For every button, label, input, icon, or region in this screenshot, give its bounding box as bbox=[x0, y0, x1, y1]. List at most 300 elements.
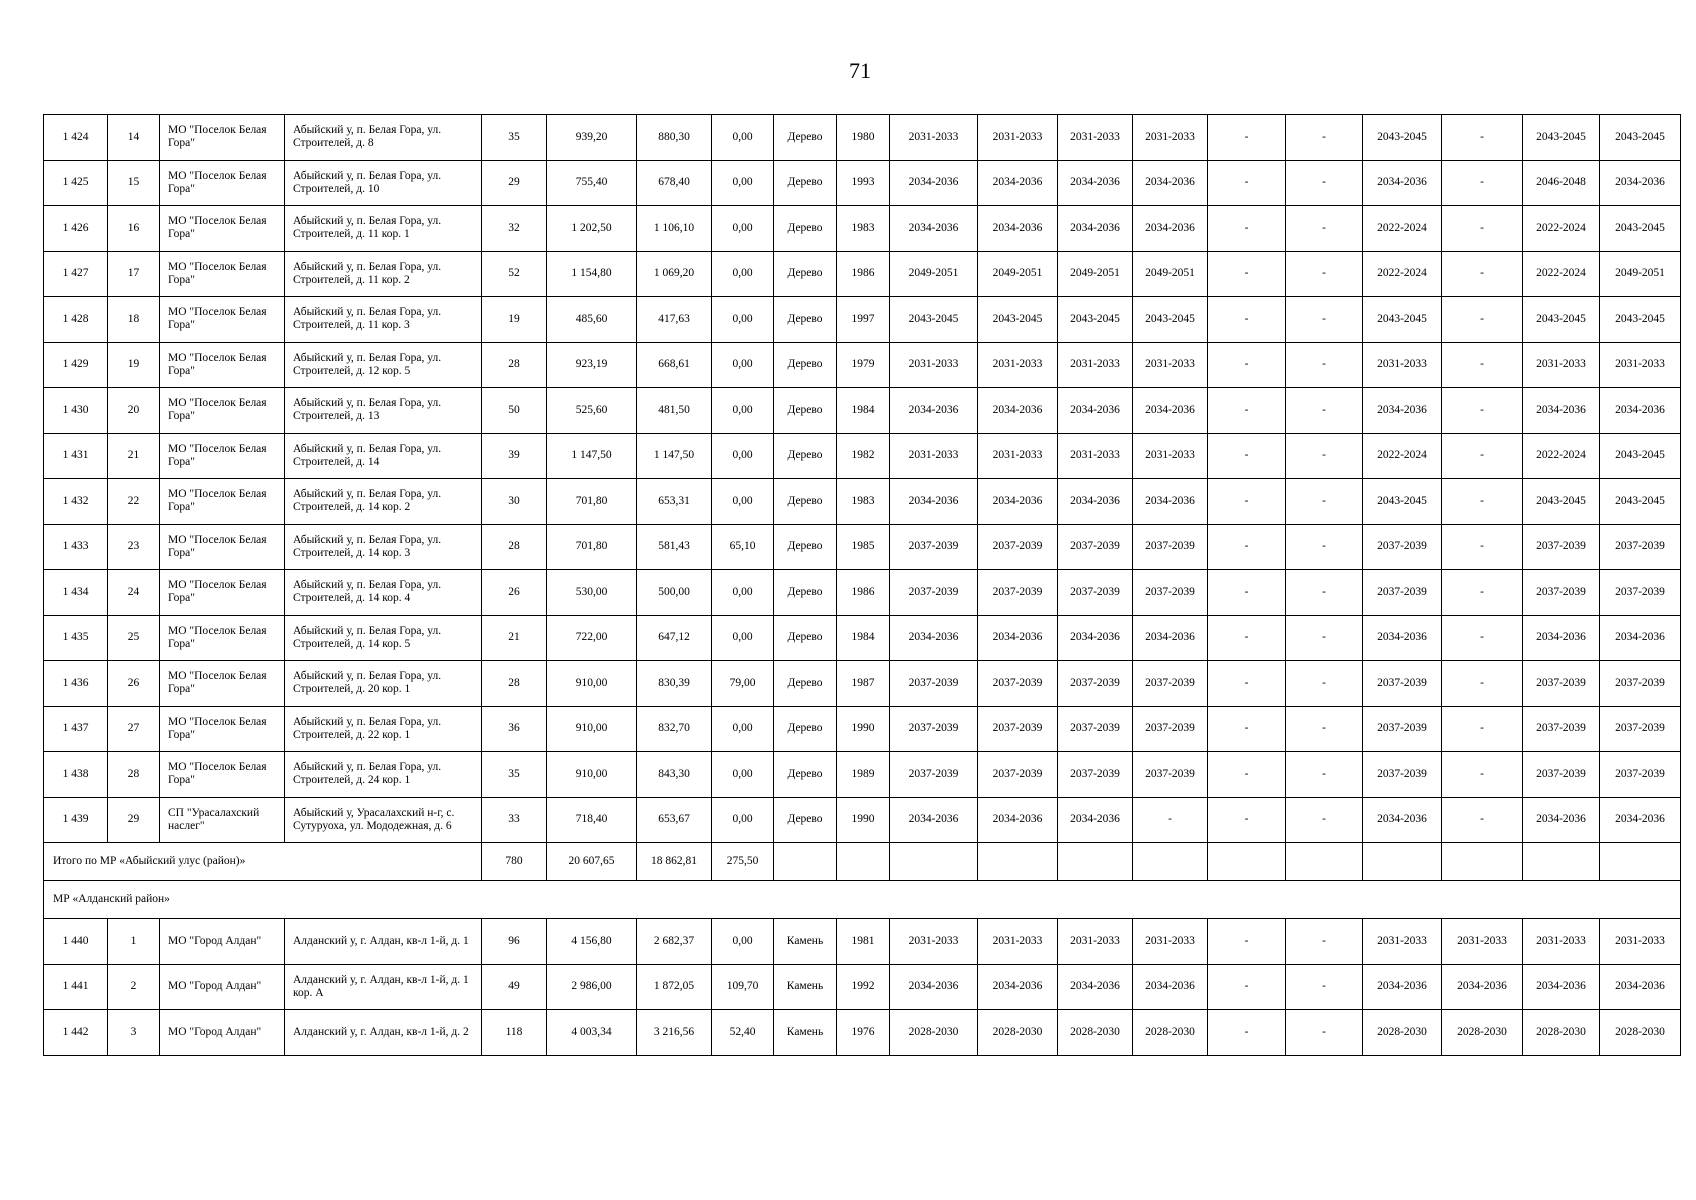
living-area-cell: 843,30 bbox=[637, 752, 712, 798]
period-9-cell: 2037-2039 bbox=[1523, 524, 1600, 570]
period-4-cell: 2037-2039 bbox=[1133, 752, 1208, 798]
residents-count-cell: 28 bbox=[482, 342, 547, 388]
nonresidential-area-cell: 0,00 bbox=[712, 752, 774, 798]
residents-count-cell: 96 bbox=[482, 919, 547, 965]
period-7-cell: 2022-2024 bbox=[1363, 433, 1442, 479]
period-7-cell: 2034-2036 bbox=[1363, 388, 1442, 434]
residents-count-cell: 29 bbox=[482, 160, 547, 206]
build-year-cell: 1984 bbox=[837, 388, 890, 434]
address-cell: Абыйский у, п. Белая Гора, ул. Строителей, д. 10 bbox=[285, 160, 482, 206]
period-1-cell: 2037-2039 bbox=[890, 570, 978, 616]
record-number-cell: 1 442 bbox=[44, 1010, 108, 1056]
municipality-cell: МО "Поселок Белая Гора" bbox=[160, 570, 285, 616]
period-2-cell: 2034-2036 bbox=[978, 479, 1058, 525]
record-number-cell: 1 427 bbox=[44, 251, 108, 297]
record-number-cell: 1 435 bbox=[44, 615, 108, 661]
period-10-cell: 2049-2051 bbox=[1600, 251, 1681, 297]
empty-cell bbox=[890, 843, 978, 881]
period-3-cell: 2034-2036 bbox=[1058, 160, 1133, 206]
period-2-cell: 2037-2039 bbox=[978, 752, 1058, 798]
table-row bbox=[44, 570, 1681, 616]
period-6-cell: - bbox=[1286, 615, 1363, 661]
record-number-cell: 1 440 bbox=[44, 919, 108, 965]
period-5-cell: - bbox=[1208, 433, 1286, 479]
address-cell: Абыйский у, п. Белая Гора, ул. Строителей, д. 24 кор. 1 bbox=[285, 752, 482, 798]
period-1-cell: 2037-2039 bbox=[890, 661, 978, 707]
period-3-cell: 2037-2039 bbox=[1058, 570, 1133, 616]
nonresidential-area-cell: 79,00 bbox=[712, 661, 774, 707]
municipality-cell: МО "Поселок Белая Гора" bbox=[160, 524, 285, 570]
period-2-cell: 2034-2036 bbox=[978, 388, 1058, 434]
housing-table bbox=[43, 114, 1681, 1056]
record-number-cell: 1 425 bbox=[44, 160, 108, 206]
nonresidential-area-cell: 0,00 bbox=[712, 297, 774, 343]
period-9-cell: 2043-2045 bbox=[1523, 479, 1600, 525]
period-10-cell: 2037-2039 bbox=[1600, 706, 1681, 752]
period-3-cell: 2034-2036 bbox=[1058, 797, 1133, 843]
empty-cell bbox=[1133, 843, 1208, 881]
empty-cell bbox=[1208, 843, 1286, 881]
wall-material-cell: Дерево bbox=[774, 570, 837, 616]
build-year-cell: 1987 bbox=[837, 661, 890, 707]
record-number-cell: 1 429 bbox=[44, 342, 108, 388]
empty-cell bbox=[1363, 843, 1442, 881]
total-area-cell: 718,40 bbox=[547, 797, 637, 843]
record-number-cell: 1 428 bbox=[44, 297, 108, 343]
period-1-cell: 2031-2033 bbox=[890, 342, 978, 388]
period-9-cell: 2031-2033 bbox=[1523, 919, 1600, 965]
period-8-cell: - bbox=[1442, 342, 1523, 388]
period-4-cell: 2031-2033 bbox=[1133, 919, 1208, 965]
municipality-cell: МО "Поселок Белая Гора" bbox=[160, 433, 285, 479]
period-5-cell: - bbox=[1208, 919, 1286, 965]
period-7-cell: 2043-2045 bbox=[1363, 479, 1442, 525]
period-5-cell: - bbox=[1208, 1010, 1286, 1056]
period-9-cell: 2031-2033 bbox=[1523, 342, 1600, 388]
period-4-cell: 2034-2036 bbox=[1133, 206, 1208, 252]
total-area-cell: 755,40 bbox=[547, 160, 637, 206]
period-1-cell: 2034-2036 bbox=[890, 964, 978, 1010]
wall-material-cell: Дерево bbox=[774, 661, 837, 707]
period-1-cell: 2034-2036 bbox=[890, 479, 978, 525]
period-1-cell: 2031-2033 bbox=[890, 919, 978, 965]
table-row bbox=[44, 752, 1681, 798]
nonresidential-area-cell: 0,00 bbox=[712, 919, 774, 965]
period-2-cell: 2034-2036 bbox=[978, 615, 1058, 661]
period-7-cell: 2043-2045 bbox=[1363, 115, 1442, 161]
residents-count-cell: 28 bbox=[482, 524, 547, 570]
period-9-cell: 2034-2036 bbox=[1523, 388, 1600, 434]
nonresidential-area-cell: 0,00 bbox=[712, 251, 774, 297]
address-cell: Абыйский у, п. Белая Гора, ул. Строителей, д. 22 кор. 1 bbox=[285, 706, 482, 752]
build-year-cell: 1981 bbox=[837, 919, 890, 965]
period-3-cell: 2037-2039 bbox=[1058, 752, 1133, 798]
section-label: МР «Алданский район» bbox=[44, 881, 1681, 919]
period-10-cell: 2034-2036 bbox=[1600, 615, 1681, 661]
period-3-cell: 2034-2036 bbox=[1058, 615, 1133, 661]
local-index-cell: 19 bbox=[108, 342, 160, 388]
period-4-cell: 2037-2039 bbox=[1133, 706, 1208, 752]
period-9-cell: 2046-2048 bbox=[1523, 160, 1600, 206]
period-9-cell: 2037-2039 bbox=[1523, 661, 1600, 707]
period-1-cell: 2031-2033 bbox=[890, 433, 978, 479]
build-year-cell: 1989 bbox=[837, 752, 890, 798]
nonresidential-area-cell: 0,00 bbox=[712, 206, 774, 252]
table-row bbox=[44, 251, 1681, 297]
empty-cell bbox=[1058, 843, 1133, 881]
table-row bbox=[44, 706, 1681, 752]
period-7-cell: 2034-2036 bbox=[1363, 615, 1442, 661]
local-index-cell: 2 bbox=[108, 964, 160, 1010]
period-3-cell: 2034-2036 bbox=[1058, 964, 1133, 1010]
residents-count-cell: 28 bbox=[482, 661, 547, 707]
living-area-cell: 678,40 bbox=[637, 160, 712, 206]
living-area-cell: 1 147,50 bbox=[637, 433, 712, 479]
period-6-cell: - bbox=[1286, 706, 1363, 752]
period-10-cell: 2037-2039 bbox=[1600, 524, 1681, 570]
period-6-cell: - bbox=[1286, 479, 1363, 525]
period-10-cell: 2031-2033 bbox=[1600, 342, 1681, 388]
nonresidential-area-cell: 0,00 bbox=[712, 388, 774, 434]
period-8-cell: - bbox=[1442, 797, 1523, 843]
address-cell: Абыйский у, п. Белая Гора, ул. Строителей, д. 13 bbox=[285, 388, 482, 434]
total-c8: 275,50 bbox=[712, 843, 774, 881]
period-10-cell: 2043-2045 bbox=[1600, 206, 1681, 252]
period-6-cell: - bbox=[1286, 661, 1363, 707]
record-number-cell: 1 432 bbox=[44, 479, 108, 525]
table-row bbox=[44, 115, 1681, 161]
period-9-cell: 2043-2045 bbox=[1523, 297, 1600, 343]
period-4-cell: 2043-2045 bbox=[1133, 297, 1208, 343]
period-6-cell: - bbox=[1286, 206, 1363, 252]
period-8-cell: 2031-2033 bbox=[1442, 919, 1523, 965]
living-area-cell: 2 682,37 bbox=[637, 919, 712, 965]
period-2-cell: 2043-2045 bbox=[978, 297, 1058, 343]
total-label: Итого по МР «Абыйский улус (район)» bbox=[44, 843, 482, 881]
municipality-cell: МО "Город Алдан" bbox=[160, 1010, 285, 1056]
residents-count-cell: 35 bbox=[482, 115, 547, 161]
nonresidential-area-cell: 0,00 bbox=[712, 615, 774, 661]
period-1-cell: 2037-2039 bbox=[890, 524, 978, 570]
nonresidential-area-cell: 0,00 bbox=[712, 797, 774, 843]
municipality-cell: МО "Поселок Белая Гора" bbox=[160, 297, 285, 343]
period-8-cell: - bbox=[1442, 433, 1523, 479]
period-9-cell: 2034-2036 bbox=[1523, 615, 1600, 661]
period-6-cell: - bbox=[1286, 964, 1363, 1010]
living-area-cell: 417,63 bbox=[637, 297, 712, 343]
period-1-cell: 2028-2030 bbox=[890, 1010, 978, 1056]
period-3-cell: 2031-2033 bbox=[1058, 919, 1133, 965]
wall-material-cell: Дерево bbox=[774, 615, 837, 661]
period-6-cell: - bbox=[1286, 797, 1363, 843]
residents-count-cell: 21 bbox=[482, 615, 547, 661]
total-area-cell: 910,00 bbox=[547, 661, 637, 707]
municipality-cell: МО "Поселок Белая Гора" bbox=[160, 115, 285, 161]
period-8-cell: 2034-2036 bbox=[1442, 964, 1523, 1010]
period-4-cell: 2034-2036 bbox=[1133, 160, 1208, 206]
address-cell: Абыйский у, п. Белая Гора, ул. Строителей, д. 12 кор. 5 bbox=[285, 342, 482, 388]
period-8-cell: - bbox=[1442, 752, 1523, 798]
period-7-cell: 2034-2036 bbox=[1363, 797, 1442, 843]
period-4-cell: 2034-2036 bbox=[1133, 388, 1208, 434]
address-cell: Абыйский у, п. Белая Гора, ул. Строителей, д. 14 кор. 2 bbox=[285, 479, 482, 525]
period-1-cell: 2049-2051 bbox=[890, 251, 978, 297]
residents-count-cell: 49 bbox=[482, 964, 547, 1010]
total-area-cell: 525,60 bbox=[547, 388, 637, 434]
period-3-cell: 2034-2036 bbox=[1058, 206, 1133, 252]
period-3-cell: 2031-2033 bbox=[1058, 115, 1133, 161]
living-area-cell: 3 216,56 bbox=[637, 1010, 712, 1056]
table-row bbox=[44, 797, 1681, 843]
period-10-cell: 2037-2039 bbox=[1600, 661, 1681, 707]
period-3-cell: 2034-2036 bbox=[1058, 479, 1133, 525]
total-area-cell: 1 154,80 bbox=[547, 251, 637, 297]
period-7-cell: 2031-2033 bbox=[1363, 919, 1442, 965]
period-1-cell: 2037-2039 bbox=[890, 706, 978, 752]
local-index-cell: 21 bbox=[108, 433, 160, 479]
period-9-cell: 2028-2030 bbox=[1523, 1010, 1600, 1056]
local-index-cell: 15 bbox=[108, 160, 160, 206]
period-3-cell: 2031-2033 bbox=[1058, 342, 1133, 388]
local-index-cell: 22 bbox=[108, 479, 160, 525]
period-9-cell: 2022-2024 bbox=[1523, 206, 1600, 252]
living-area-cell: 1 106,10 bbox=[637, 206, 712, 252]
period-5-cell: - bbox=[1208, 615, 1286, 661]
address-cell: Абыйский у, п. Белая Гора, ул. Строителей, д. 8 bbox=[285, 115, 482, 161]
record-number-cell: 1 426 bbox=[44, 206, 108, 252]
period-6-cell: - bbox=[1286, 160, 1363, 206]
period-7-cell: 2034-2036 bbox=[1363, 160, 1442, 206]
total-area-cell: 1 202,50 bbox=[547, 206, 637, 252]
local-index-cell: 29 bbox=[108, 797, 160, 843]
wall-material-cell: Дерево bbox=[774, 342, 837, 388]
period-2-cell: 2049-2051 bbox=[978, 251, 1058, 297]
period-10-cell: 2034-2036 bbox=[1600, 160, 1681, 206]
local-index-cell: 26 bbox=[108, 661, 160, 707]
local-index-cell: 17 bbox=[108, 251, 160, 297]
period-3-cell: 2031-2033 bbox=[1058, 433, 1133, 479]
period-3-cell: 2049-2051 bbox=[1058, 251, 1133, 297]
municipality-cell: МО "Поселок Белая Гора" bbox=[160, 615, 285, 661]
build-year-cell: 1986 bbox=[837, 570, 890, 616]
wall-material-cell: Дерево bbox=[774, 160, 837, 206]
period-2-cell: 2031-2033 bbox=[978, 342, 1058, 388]
living-area-cell: 668,61 bbox=[637, 342, 712, 388]
record-number-cell: 1 431 bbox=[44, 433, 108, 479]
period-6-cell: - bbox=[1286, 524, 1363, 570]
nonresidential-area-cell: 0,00 bbox=[712, 433, 774, 479]
address-cell: Абыйский у, п. Белая Гора, ул. Строителей, д. 14 кор. 5 bbox=[285, 615, 482, 661]
address-cell: Абыйский у, п. Белая Гора, ул. Строителей, д. 14 bbox=[285, 433, 482, 479]
total-area-cell: 4 156,80 bbox=[547, 919, 637, 965]
period-3-cell: 2037-2039 bbox=[1058, 661, 1133, 707]
total-c5: 780 bbox=[482, 843, 547, 881]
address-cell: Алданский у, г. Алдан, кв-л 1-й, д. 2 bbox=[285, 1010, 482, 1056]
record-number-cell: 1 439 bbox=[44, 797, 108, 843]
period-2-cell: 2034-2036 bbox=[978, 797, 1058, 843]
page-number: 71 bbox=[849, 58, 871, 83]
period-7-cell: 2034-2036 bbox=[1363, 964, 1442, 1010]
wall-material-cell: Дерево bbox=[774, 797, 837, 843]
address-cell: Абыйский у, п. Белая Гора, ул. Строителей, д. 11 кор. 3 bbox=[285, 297, 482, 343]
record-number-cell: 1 434 bbox=[44, 570, 108, 616]
period-9-cell: 2022-2024 bbox=[1523, 433, 1600, 479]
period-10-cell: 2034-2036 bbox=[1600, 388, 1681, 434]
local-index-cell: 20 bbox=[108, 388, 160, 434]
wall-material-cell: Дерево bbox=[774, 388, 837, 434]
table-row bbox=[44, 964, 1681, 1010]
period-8-cell: 2028-2030 bbox=[1442, 1010, 1523, 1056]
record-number-cell: 1 437 bbox=[44, 706, 108, 752]
nonresidential-area-cell: 0,00 bbox=[712, 115, 774, 161]
table-row bbox=[44, 433, 1681, 479]
period-10-cell: 2034-2036 bbox=[1600, 964, 1681, 1010]
table-row bbox=[44, 297, 1681, 343]
rows-aldan bbox=[44, 919, 1681, 1056]
total-area-cell: 939,20 bbox=[547, 115, 637, 161]
period-3-cell: 2043-2045 bbox=[1058, 297, 1133, 343]
build-year-cell: 1993 bbox=[837, 160, 890, 206]
period-4-cell: 2037-2039 bbox=[1133, 524, 1208, 570]
build-year-cell: 1984 bbox=[837, 615, 890, 661]
nonresidential-area-cell: 109,70 bbox=[712, 964, 774, 1010]
record-number-cell: 1 441 bbox=[44, 964, 108, 1010]
period-9-cell: 2043-2045 bbox=[1523, 115, 1600, 161]
local-index-cell: 24 bbox=[108, 570, 160, 616]
table-row bbox=[44, 524, 1681, 570]
wall-material-cell: Камень bbox=[774, 964, 837, 1010]
period-8-cell: - bbox=[1442, 388, 1523, 434]
living-area-cell: 500,00 bbox=[637, 570, 712, 616]
period-2-cell: 2037-2039 bbox=[978, 661, 1058, 707]
build-year-cell: 1992 bbox=[837, 964, 890, 1010]
residents-count-cell: 35 bbox=[482, 752, 547, 798]
period-3-cell: 2037-2039 bbox=[1058, 524, 1133, 570]
total-area-cell: 910,00 bbox=[547, 706, 637, 752]
period-5-cell: - bbox=[1208, 797, 1286, 843]
table-row bbox=[44, 661, 1681, 707]
living-area-cell: 1 069,20 bbox=[637, 251, 712, 297]
period-4-cell: 2037-2039 bbox=[1133, 570, 1208, 616]
period-4-cell: - bbox=[1133, 797, 1208, 843]
period-10-cell: 2037-2039 bbox=[1600, 752, 1681, 798]
living-area-cell: 880,30 bbox=[637, 115, 712, 161]
period-6-cell: - bbox=[1286, 1010, 1363, 1056]
period-5-cell: - bbox=[1208, 479, 1286, 525]
period-6-cell: - bbox=[1286, 388, 1363, 434]
period-8-cell: - bbox=[1442, 615, 1523, 661]
table-row bbox=[44, 615, 1681, 661]
local-index-cell: 14 bbox=[108, 115, 160, 161]
empty-cell bbox=[978, 843, 1058, 881]
municipality-cell: МО "Поселок Белая Гора" bbox=[160, 479, 285, 525]
nonresidential-area-cell: 0,00 bbox=[712, 706, 774, 752]
period-5-cell: - bbox=[1208, 964, 1286, 1010]
municipality-cell: МО "Поселок Белая Гора" bbox=[160, 752, 285, 798]
living-area-cell: 581,43 bbox=[637, 524, 712, 570]
empty-cell bbox=[774, 843, 837, 881]
period-1-cell: 2034-2036 bbox=[890, 797, 978, 843]
period-9-cell: 2037-2039 bbox=[1523, 752, 1600, 798]
residents-count-cell: 50 bbox=[482, 388, 547, 434]
wall-material-cell: Камень bbox=[774, 919, 837, 965]
period-6-cell: - bbox=[1286, 570, 1363, 616]
total-area-cell: 701,80 bbox=[547, 524, 637, 570]
period-5-cell: - bbox=[1208, 570, 1286, 616]
period-6-cell: - bbox=[1286, 115, 1363, 161]
nonresidential-area-cell: 0,00 bbox=[712, 342, 774, 388]
living-area-cell: 830,39 bbox=[637, 661, 712, 707]
rows-abyisky bbox=[44, 115, 1681, 843]
wall-material-cell: Дерево bbox=[774, 752, 837, 798]
period-7-cell: 2037-2039 bbox=[1363, 661, 1442, 707]
period-7-cell: 2043-2045 bbox=[1363, 297, 1442, 343]
period-4-cell: 2049-2051 bbox=[1133, 251, 1208, 297]
period-1-cell: 2034-2036 bbox=[890, 206, 978, 252]
municipality-cell: МО "Поселок Белая Гора" bbox=[160, 251, 285, 297]
period-1-cell: 2034-2036 bbox=[890, 388, 978, 434]
local-index-cell: 28 bbox=[108, 752, 160, 798]
local-index-cell: 25 bbox=[108, 615, 160, 661]
table-row bbox=[44, 388, 1681, 434]
period-5-cell: - bbox=[1208, 206, 1286, 252]
period-7-cell: 2031-2033 bbox=[1363, 342, 1442, 388]
empty-cell bbox=[837, 843, 890, 881]
period-1-cell: 2037-2039 bbox=[890, 752, 978, 798]
residents-count-cell: 19 bbox=[482, 297, 547, 343]
period-8-cell: - bbox=[1442, 661, 1523, 707]
period-5-cell: - bbox=[1208, 115, 1286, 161]
total-area-cell: 2 986,00 bbox=[547, 964, 637, 1010]
empty-cell bbox=[1286, 843, 1363, 881]
local-index-cell: 23 bbox=[108, 524, 160, 570]
period-5-cell: - bbox=[1208, 524, 1286, 570]
period-4-cell: 2028-2030 bbox=[1133, 1010, 1208, 1056]
local-index-cell: 18 bbox=[108, 297, 160, 343]
local-index-cell: 27 bbox=[108, 706, 160, 752]
build-year-cell: 1979 bbox=[837, 342, 890, 388]
period-5-cell: - bbox=[1208, 297, 1286, 343]
wall-material-cell: Дерево bbox=[774, 479, 837, 525]
total-area-cell: 910,00 bbox=[547, 752, 637, 798]
wall-material-cell: Дерево bbox=[774, 251, 837, 297]
municipality-cell: МО "Поселок Белая Гора" bbox=[160, 160, 285, 206]
period-5-cell: - bbox=[1208, 342, 1286, 388]
build-year-cell: 1982 bbox=[837, 433, 890, 479]
period-2-cell: 2037-2039 bbox=[978, 706, 1058, 752]
residents-count-cell: 26 bbox=[482, 570, 547, 616]
period-8-cell: - bbox=[1442, 297, 1523, 343]
build-year-cell: 1990 bbox=[837, 706, 890, 752]
address-cell: Абыйский у, Урасалахский н-г, с. Сутуруоха, ул. Мододежная, д. 6 bbox=[285, 797, 482, 843]
section-row bbox=[44, 881, 1681, 919]
wall-material-cell: Дерево bbox=[774, 297, 837, 343]
table-row bbox=[44, 206, 1681, 252]
address-cell: Абыйский у, п. Белая Гора, ул. Строителей, д. 14 кор. 4 bbox=[285, 570, 482, 616]
table-row bbox=[44, 1010, 1681, 1056]
record-number-cell: 1 424 bbox=[44, 115, 108, 161]
residents-count-cell: 33 bbox=[482, 797, 547, 843]
living-area-cell: 653,67 bbox=[637, 797, 712, 843]
period-8-cell: - bbox=[1442, 160, 1523, 206]
period-4-cell: 2034-2036 bbox=[1133, 964, 1208, 1010]
period-10-cell: 2028-2030 bbox=[1600, 1010, 1681, 1056]
period-7-cell: 2037-2039 bbox=[1363, 570, 1442, 616]
table-row bbox=[44, 160, 1681, 206]
period-9-cell: 2037-2039 bbox=[1523, 706, 1600, 752]
living-area-cell: 832,70 bbox=[637, 706, 712, 752]
total-area-cell: 4 003,34 bbox=[547, 1010, 637, 1056]
